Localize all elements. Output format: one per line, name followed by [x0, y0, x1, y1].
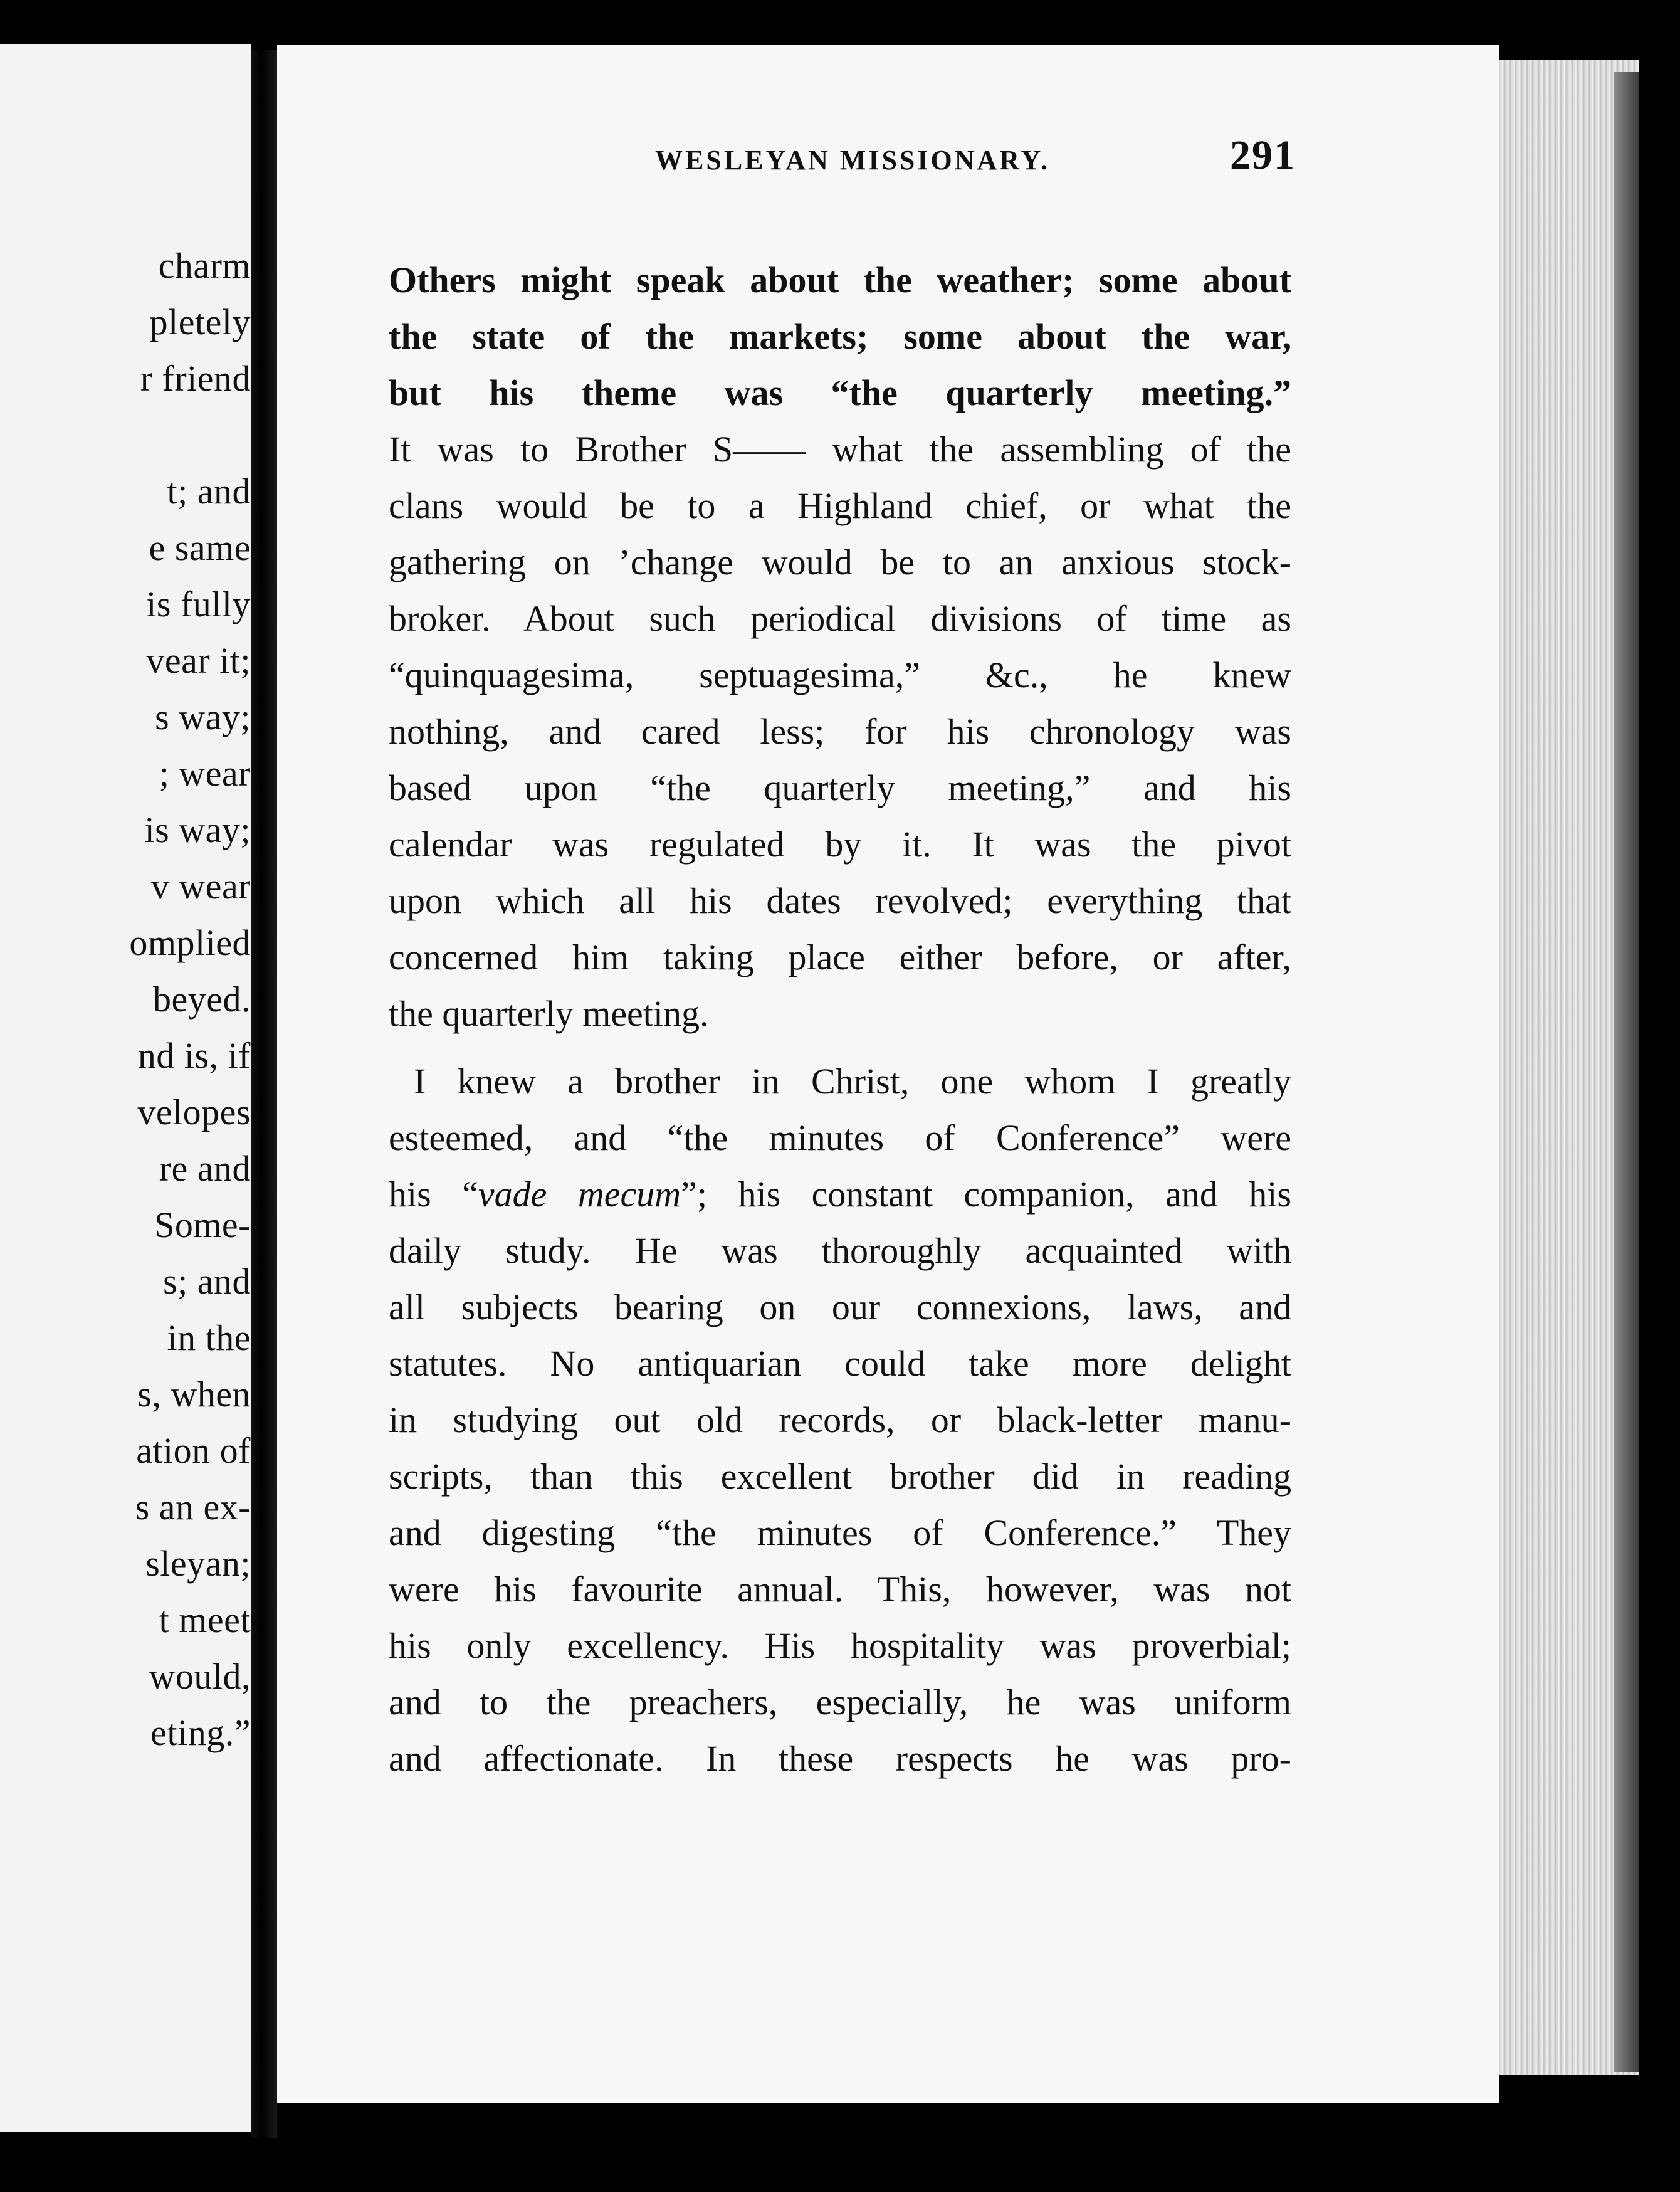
- left-page-line: is way;: [144, 809, 251, 850]
- text-line: esteemed, and “the minutes of Conference” were: [389, 1117, 1291, 1158]
- left-page-line: s, when: [137, 1374, 251, 1415]
- text-line: statutes. No antiquarian could take more delight: [389, 1343, 1291, 1384]
- left-page-line: sleyan;: [145, 1543, 251, 1584]
- text-line: Others might speak about the weather; some about: [389, 260, 1291, 300]
- text-line: concerned him taking place either before, or after,: [389, 937, 1291, 977]
- left-page-line: pletely: [149, 302, 251, 342]
- left-page-line: omplied: [129, 922, 251, 963]
- left-page-line: would,: [149, 1656, 251, 1697]
- left-page-line: e same: [149, 527, 251, 568]
- text-line: and digesting “the minutes of Conference.” They: [389, 1512, 1291, 1553]
- left-page-line: ation of: [136, 1430, 251, 1471]
- left-page-line: r friend: [140, 358, 251, 399]
- left-page-line: s an ex-: [135, 1487, 251, 1527]
- running-head: WESLEYAN MISSIONARY.: [655, 145, 1051, 176]
- text-line: based upon “the quarterly meeting,” and his: [389, 767, 1291, 808]
- text-fragment: ”; his constant companion, and his: [681, 1174, 1291, 1215]
- left-page-line: in the: [167, 1317, 251, 1358]
- left-page-line: Some-: [154, 1204, 251, 1245]
- text-line: daily study. He was thoroughly acquainted with: [389, 1230, 1291, 1271]
- text-line: were his favourite annual. This, however, was not: [389, 1569, 1291, 1610]
- text-line: scripts, than this excellent brother did in reading: [389, 1456, 1291, 1497]
- italic-phrase: vade mecum: [478, 1174, 681, 1215]
- left-page-line: nd is, if: [137, 1035, 251, 1076]
- paragraph-2: [389, 1053, 1291, 1787]
- left-page-line: s; and: [163, 1261, 251, 1302]
- left-page-line: re and: [159, 1148, 251, 1189]
- text-line: the quarterly meeting.: [389, 993, 709, 1034]
- left-page-line: eting.”: [150, 1712, 251, 1753]
- text-line: all subjects bearing on our connexions, laws, and: [389, 1287, 1291, 1327]
- text-line: calendar was regulated by it. It was the pivot: [389, 824, 1291, 865]
- text-line: and to the preachers, especially, he was uniform: [389, 1682, 1291, 1722]
- left-page-line: t; and: [167, 471, 251, 512]
- book-gutter: [251, 50, 277, 2138]
- page-number: 291: [1230, 132, 1296, 178]
- text-line: the state of the markets; some about the war,: [389, 316, 1291, 357]
- text-line: clans would be to a Highland chief, or what the: [389, 485, 1291, 526]
- text-line: and affectionate. In these respects he was pro-: [389, 1738, 1291, 1779]
- text-line: broker. About such periodical divisions of time as: [389, 598, 1291, 639]
- left-page-line: t meet: [159, 1599, 251, 1640]
- text-line: nothing, and cared less; for his chronology was: [389, 711, 1291, 752]
- text-line: “quinquagesima, septuagesima,” &c., he knew: [389, 655, 1291, 695]
- text-line: but his theme was “the quarterly meeting.”: [389, 372, 1291, 413]
- left-facing-page: [0, 44, 251, 2132]
- text-line: It was to Brother S—— what the assembling of the: [389, 429, 1291, 470]
- left-page-line: is fully: [146, 584, 251, 624]
- text-line: upon which all his dates revolved; everything that: [389, 880, 1291, 921]
- left-page-line: vear it;: [146, 640, 251, 681]
- left-page-line: ; wear: [159, 753, 251, 794]
- left-page-line: velopes: [137, 1092, 251, 1132]
- left-page-line: v wear: [150, 866, 251, 907]
- page-edge-shadow: [1614, 72, 1639, 2072]
- left-page-line: charm: [158, 245, 251, 286]
- text-line: gathering on ’change would be to an anxious stock-: [389, 542, 1291, 582]
- text-line-with-italic: [389, 1166, 1291, 1223]
- body-text: [389, 252, 1291, 1787]
- text-line: in studying out old records, or black-letter manu-: [389, 1399, 1291, 1440]
- text-fragment: his “: [389, 1174, 478, 1215]
- text-line: his only excellency. His hospitality was proverbial;: [389, 1625, 1291, 1666]
- left-page-line: beyed.: [153, 979, 251, 1020]
- text-line: I knew a brother in Christ, one whom I greatly: [414, 1061, 1291, 1102]
- paragraph-1: [389, 252, 1291, 1042]
- left-page-line: s way;: [155, 697, 251, 737]
